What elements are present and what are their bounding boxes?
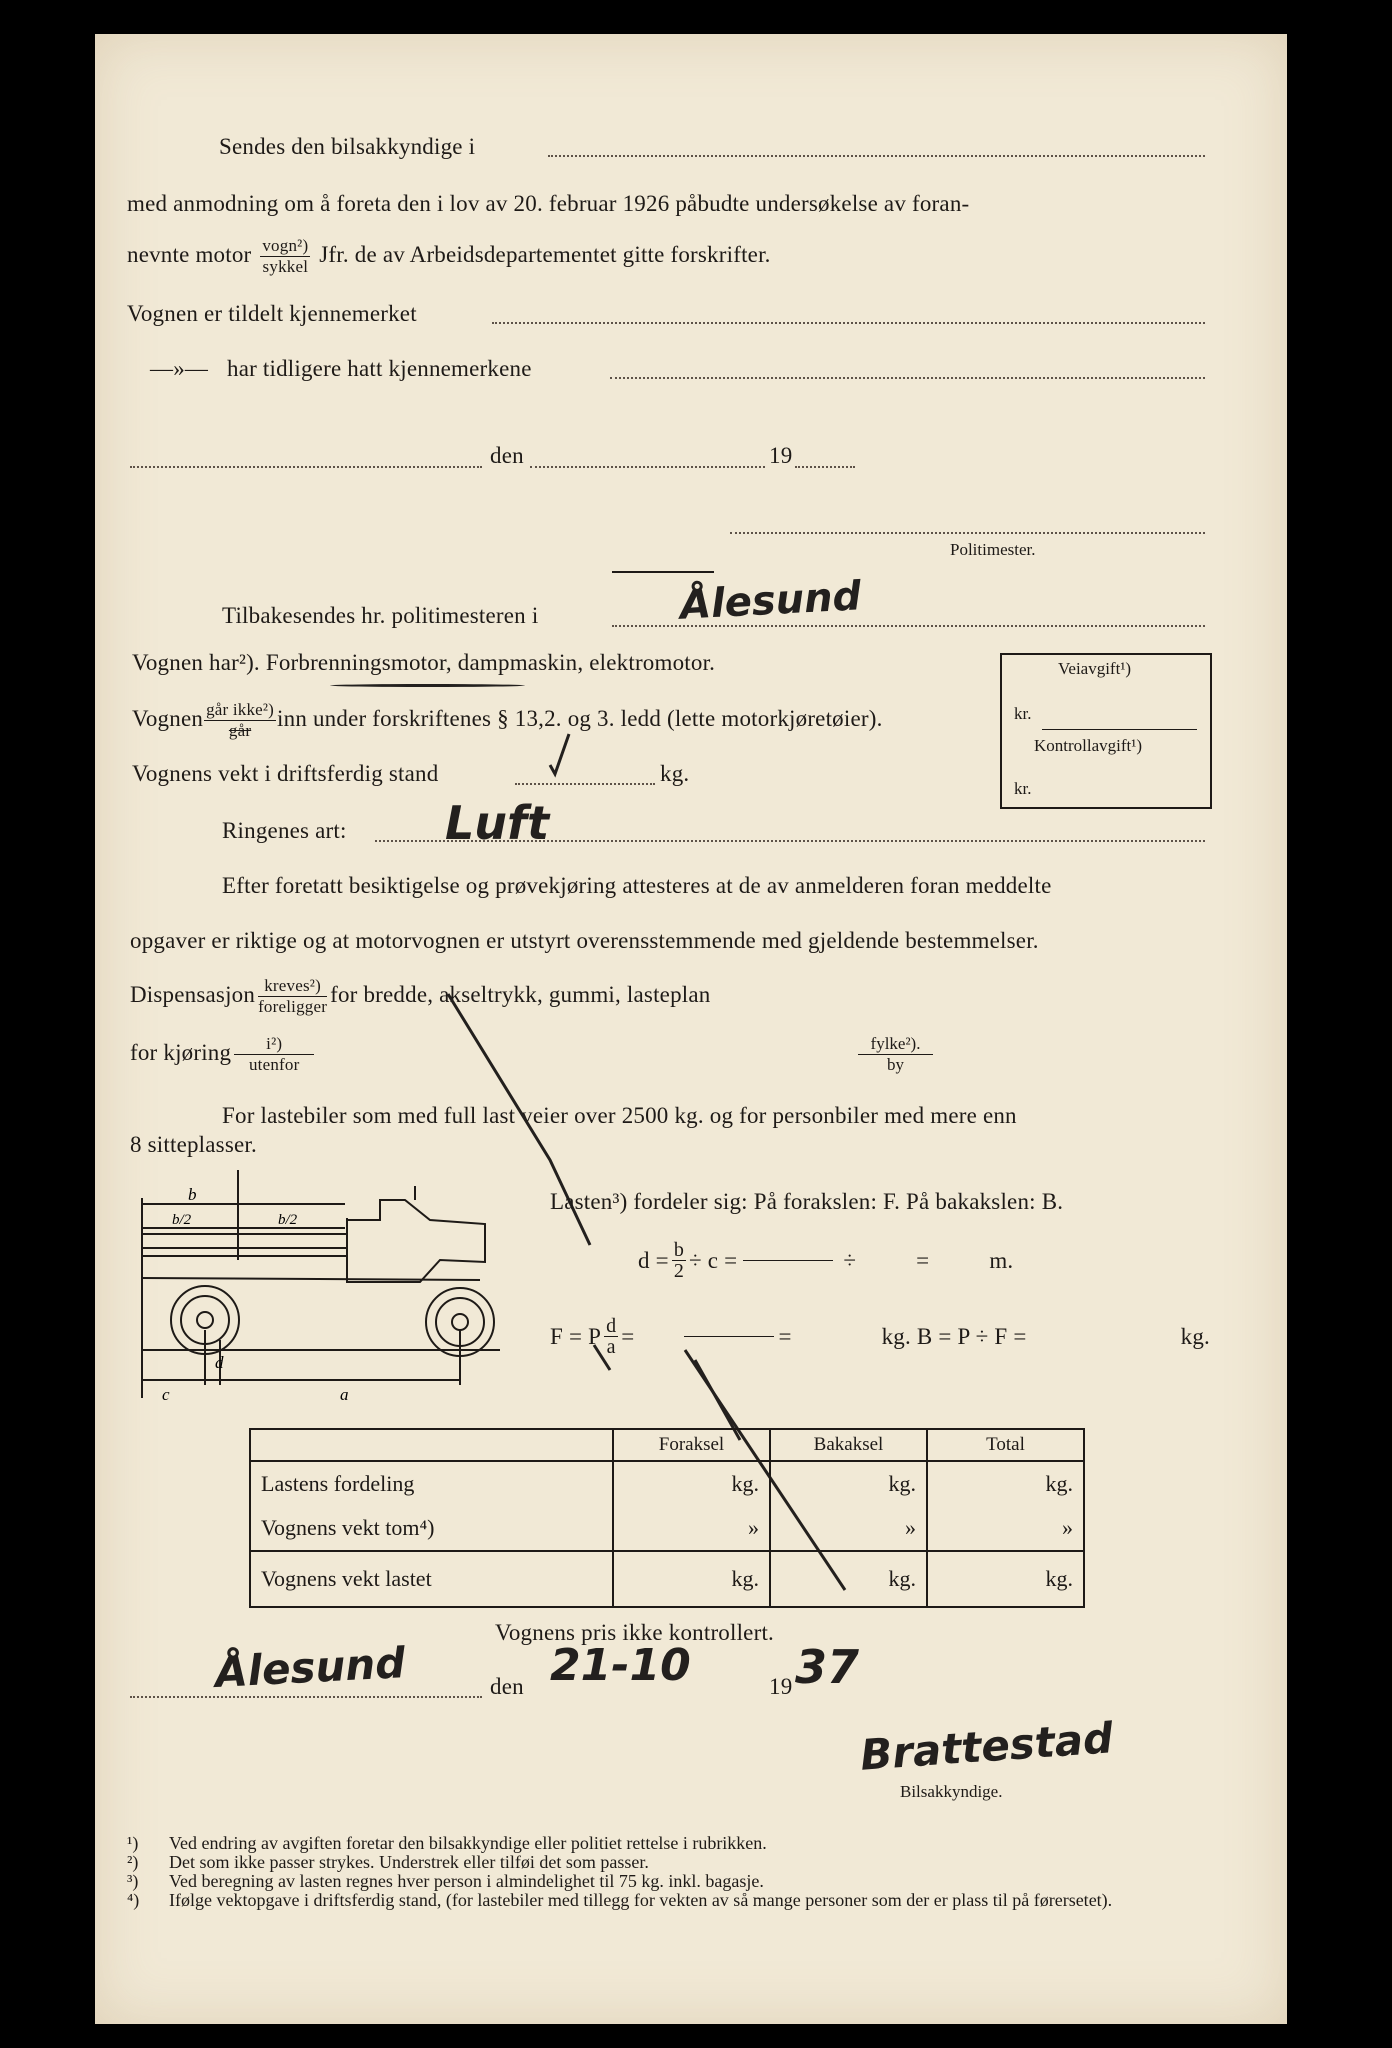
table-row: [250, 1461, 1084, 1506]
vognen-word: Vognen: [132, 705, 204, 731]
den-label-2: den: [490, 1674, 524, 1699]
ff-a: F = P: [550, 1323, 602, 1349]
formula-f: [550, 1316, 1210, 1357]
kr-label-2: kr.: [1014, 779, 1032, 798]
row-label: Vognens vekt lastet: [250, 1551, 613, 1607]
footnote-text: Ifølge vektopgave i driftsferdig stand, (for lastebiler med tillegg for vekten av så mange personer som der er plass til på førersetet).: [169, 1890, 1113, 1910]
date-dotted-line: [530, 466, 765, 468]
row-label: Lastens fordeling: [250, 1461, 613, 1506]
kreves-num: kreves²): [258, 976, 327, 997]
kontrollavgift-label: Kontrollavgift¹): [1034, 736, 1143, 755]
table-corner: [250, 1429, 613, 1461]
table-header: Foraksel: [613, 1429, 770, 1461]
sendes-dotted-line: [548, 155, 1205, 157]
footnote-4: [127, 1891, 1207, 1910]
inn-under-text: inn under forskriftenes § 13,2. og 3. ledd (lette motorkjøretøier).: [277, 705, 883, 731]
year-prefix-2: 19: [769, 1674, 793, 1699]
lasten-line: Lasten³) fordeler sig: På forakslen: F. På bakakslen: B.: [550, 1189, 1064, 1214]
table-header: Total: [927, 1429, 1084, 1461]
row-value: »: [770, 1506, 927, 1551]
table-row: [250, 1551, 1084, 1607]
paragraph-line-2: med anmodning om å foreta den i lov av 20. februar 1926 påbudte undersøkelse av foran-: [127, 191, 970, 216]
footnote-number: ²): [127, 1852, 139, 1872]
formula-d: [638, 1240, 1013, 1281]
kreves-den: foreligger: [258, 997, 328, 1016]
fd-blank-1: [743, 1260, 833, 1261]
fd-d: ÷ c =: [689, 1247, 738, 1273]
fd-f: =: [916, 1247, 930, 1273]
diag-b2-right: b/2: [278, 1212, 298, 1228]
diag-d: d: [215, 1353, 224, 1372]
vekt-kg: kg.: [660, 761, 690, 786]
frac-den: sykkel: [262, 257, 309, 276]
fd-g: m.: [989, 1247, 1014, 1273]
ff-c: a: [606, 1336, 616, 1358]
vekt-dotted-line: [515, 783, 655, 785]
ff-d: =: [621, 1323, 635, 1349]
politimester-signature-line: [730, 532, 1205, 534]
separator-rule: [612, 571, 714, 573]
tilbakesendes-label: Tilbakesendes hr. politimesteren i: [222, 603, 539, 628]
line3-start: nevnte motor: [127, 241, 252, 267]
line3-end: Jfr. de av Arbeidsdepartementet gitte forskrifter.: [319, 241, 771, 267]
lastebiler-line-1: For lastebiler som med full last veier over 2500 kg. og for personbiler med mere enn: [222, 1103, 1017, 1128]
fylke-fraction: [858, 1034, 933, 1075]
row-value: kg.: [927, 1551, 1084, 1607]
veiavgift-line: [1042, 729, 1197, 730]
veiavgift-label: Veiavgift¹): [1058, 659, 1132, 678]
diag-a: a: [340, 1385, 349, 1404]
footnote-number: ³): [127, 1871, 139, 1891]
truck-diagram: [130, 1170, 510, 1410]
frac-num: vogn²): [262, 236, 309, 255]
row-value: kg.: [770, 1551, 927, 1607]
gar-num: går ikke²): [206, 700, 275, 719]
efter-line-1: Efter foretatt besiktigelse og prøvekjøring attesteres at de av anmelderen foran meddelte: [222, 873, 1052, 898]
fd-a: d =: [638, 1247, 669, 1273]
ff-blank-1: [684, 1336, 774, 1337]
vognen-gar-line: [132, 700, 883, 741]
footnote-number: ¹): [127, 1833, 139, 1853]
footnote-text: Ved endring av avgiften foretar den bilsakkyndige eller politiet rettelse i rubrikken.: [169, 1833, 767, 1853]
pris-note: Vognens pris ikke kontrollert.: [495, 1620, 774, 1645]
footnote-3: [127, 1872, 1207, 1891]
vekt-label: Vognens vekt i driftsferdig stand: [132, 761, 439, 786]
kjennemerket-label: Vognen er tildelt kjennemerket: [127, 301, 417, 326]
i-num: i²): [266, 1034, 283, 1053]
kreves-fraction: [258, 976, 327, 1017]
fd-b: b: [673, 1239, 685, 1261]
diag-b2-left: b/2: [172, 1212, 192, 1228]
for-bredde-text: for bredde, akseltrykk, gummi, lasteplan: [330, 981, 711, 1007]
sendes-label: Sendes den bilsakkyndige i: [219, 134, 476, 159]
tidligere-label: har tidligere hatt kjennemerkene: [227, 356, 532, 381]
ff-frac: [604, 1316, 618, 1357]
year-prefix-1: 19: [769, 443, 793, 468]
tidligere-dotted-line: [610, 377, 1205, 379]
bilsakkyndige-label: Bilsakkyndige.: [900, 1782, 1003, 1801]
handwritten-year: 37: [795, 1640, 860, 1694]
vognen-har-line: Vognen har²). Forbrenningsmotor, dampmaskin, elektromotor.: [132, 650, 716, 675]
fd-frac: [672, 1240, 686, 1281]
i-den: utenfor: [234, 1054, 314, 1075]
diag-b: b: [188, 1185, 197, 1204]
ditto-mark: —»—: [150, 356, 209, 381]
handwritten-date: 21-10: [550, 1640, 691, 1691]
fd-c: 2: [673, 1260, 685, 1282]
footnote-number: ⁴): [127, 1890, 140, 1910]
fylke-den: by: [858, 1054, 933, 1075]
politimester-label: Politimester.: [950, 540, 1036, 559]
footnote-2: [127, 1853, 1207, 1872]
handwritten-signature: Brattestad: [858, 1713, 1115, 1780]
diag-c: c: [162, 1385, 170, 1404]
table-row: [250, 1506, 1084, 1551]
handwritten-check-mark: [545, 730, 575, 780]
gar-fraction: [204, 700, 276, 741]
row-value: kg.: [613, 1461, 770, 1506]
row-value: »: [927, 1506, 1084, 1551]
footnote-1: [127, 1834, 1207, 1853]
handwritten-ringenes-value: Luft: [445, 796, 550, 850]
row-label: Vognens vekt tom⁴): [250, 1506, 613, 1551]
ff-b: d: [606, 1315, 617, 1337]
dispensasjon-word: Dispensasjon: [130, 981, 256, 1007]
ff-f: kg. B = P ÷ F =: [881, 1323, 1027, 1349]
efter-line-2: opgaver er riktige og at motorvognen er utstyrt overensstemmende med gjeldende bestemmelser.: [130, 928, 1039, 953]
row-value: kg.: [613, 1551, 770, 1607]
row-value: kg.: [927, 1461, 1084, 1506]
footnote-text: Det som ikke passer strykes. Understrek eller tilføi det som passer.: [169, 1852, 649, 1872]
ringenes-label: Ringenes art:: [222, 818, 347, 843]
handwritten-place-top: Ålesund: [678, 573, 863, 629]
footnote-text: Ved beregning av lasten regnes hver person i almindelighet til 75 kg. inkl. bagasje.: [169, 1871, 764, 1891]
ff-g: kg.: [1180, 1323, 1210, 1349]
year-dotted-line: [795, 466, 855, 468]
footnotes: [127, 1834, 1207, 1910]
bottom-place-dotted-line: [130, 1696, 482, 1698]
handwritten-place-bottom: Ålesund: [213, 1638, 407, 1697]
gar-den: går: [228, 721, 252, 740]
for-kjoring-line: [130, 1034, 317, 1075]
fd-e: ÷: [843, 1247, 857, 1273]
ff-e: =: [778, 1323, 792, 1349]
row-value: »: [613, 1506, 770, 1551]
kjennemerket-dotted-line: [492, 322, 1205, 324]
i-utenfor-fraction: [234, 1034, 314, 1075]
row-value: kg.: [770, 1461, 927, 1506]
fee-box: [1000, 653, 1212, 809]
vogn-sykkel-fraction: [260, 236, 310, 277]
lastebiler-line-2: 8 sitteplasser.: [130, 1132, 257, 1157]
kr-label-1: kr.: [1014, 704, 1032, 723]
for-kjoring-word: for kjøring: [130, 1039, 232, 1065]
fylke-num: fylke²).: [870, 1034, 921, 1053]
place-dotted-line: [130, 466, 482, 468]
table-header: Bakaksel: [770, 1429, 927, 1461]
load-distribution-table: [249, 1428, 1085, 1608]
paragraph-line-3: [127, 236, 771, 277]
handwritten-underline: [330, 684, 525, 687]
den-label-1: den: [490, 443, 524, 468]
